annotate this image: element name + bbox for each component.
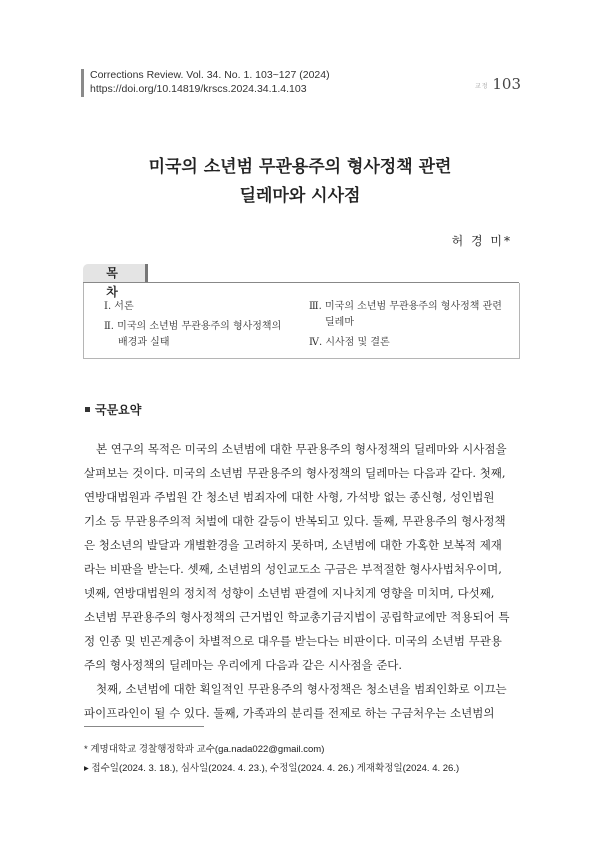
abstract-line: 주의 형사정책의 딜레마는 우리에게 다음과 같은 시사점을 준다.: [84, 658, 403, 672]
paper-title-line-1: 미국의 소년범 무관용주의 형사정책 관련: [148, 157, 452, 177]
footnote-rule: [84, 726, 204, 727]
abstract-line: 연방대법원과 주법원 간 청소년 범죄자에 대한 사형, 가석방 없는 종신형, 성인법원: [84, 490, 495, 504]
journal-citation: Corrections Review. Vol. 34. No. 1. 103~127 (2024): [90, 69, 330, 81]
doi-link[interactable]: https://doi.org/10.14819/krscs.2024.34.1.4.103: [90, 83, 307, 95]
abstract-line: 본 연구의 목적은 미국의 소년범에 대한 무관용주의 형사정책의 딜레마와 시사점을: [96, 442, 507, 456]
footnote-dates-text: 접수일(2024. 3. 18.), 심사일(2024. 4. 23.), 수정일(2024. 4. 26.) 게재확정일(2024. 4. 26.): [91, 763, 460, 774]
abstract-line: 넷째, 연방대법원의 정치적 성향이 소년범 판결에 지나치게 영향을 미치며, 다섯째,: [84, 586, 495, 600]
abstract-heading-text: 국문요약: [95, 403, 142, 417]
abstract-line: 기소 등 무관용주의적 처벌에 대한 갈등이 반복되고 있다. 둘째, 무관용주의 형사정책: [84, 514, 506, 528]
author-name: 허 경 미*: [451, 234, 512, 248]
abstract-line: 파이프라인이 될 수 있다. 둘째, 가족과의 분리를 전제로 하는 구금처우는 소년범의: [84, 706, 495, 720]
triangle-bullet-icon: ▸: [84, 763, 92, 774]
header-bar: [81, 69, 84, 97]
toc-item-2-cont[interactable]: 배경과 실태: [118, 337, 170, 348]
page-number: 103: [492, 75, 521, 93]
toc-item-4[interactable]: Ⅳ. 시사점 및 결론: [309, 337, 390, 348]
square-bullet-icon: [85, 407, 90, 412]
toc-heading: 목 차: [83, 264, 145, 283]
toc-item-2[interactable]: Ⅱ. 미국의 소년범 무관용주의 형사정책의: [104, 321, 282, 332]
abstract-line: 정 인종 및 빈곤계층이 차별적으로 대우를 받는다는 비판이다. 미국의 소년범 무관용: [84, 634, 502, 648]
footnote-affiliation: * 계명대학교 경찰행정학과 교수(ga.nada022@gmail.com): [84, 744, 325, 755]
abstract-line: 살펴보는 것이다. 미국의 소년범 무관용주의 형사정책의 딜레마는 다음과 같다. 첫째,: [84, 466, 506, 480]
abstract-heading: [85, 401, 141, 418]
toc-item-3[interactable]: Ⅲ. 미국의 소년범 무관용주의 형사정책 관련: [309, 301, 502, 312]
abstract-line: 라는 비판을 받는다. 셋째, 소년범의 성인교도소 구금은 부적절한 형사사법처우이며,: [84, 562, 502, 576]
abstract-line: 첫째, 소년범에 대한 획일적인 무관용주의 형사정책은 청소년을 범죄인화로 이끄는: [96, 682, 507, 696]
paper-title-line-2: 딜레마와 시사점: [239, 186, 361, 206]
toc-tab-edge: [145, 264, 148, 283]
toc-item-3-cont[interactable]: 딜레마: [325, 317, 354, 328]
footnote-dates: [84, 760, 459, 774]
header-marker: 교정: [475, 83, 489, 90]
running-header: [81, 69, 521, 99]
abstract-line: 은 청소년의 발달과 개별환경을 고려하지 못하며, 소년범에 대한 가혹한 보복적 제재: [84, 538, 502, 552]
toc-item-1[interactable]: Ⅰ. 서론: [104, 301, 134, 312]
abstract-line: 소년범 무관용주의 형사정책의 근거법인 학교총기금지법이 공립학교에만 적용되어 특: [84, 610, 510, 624]
